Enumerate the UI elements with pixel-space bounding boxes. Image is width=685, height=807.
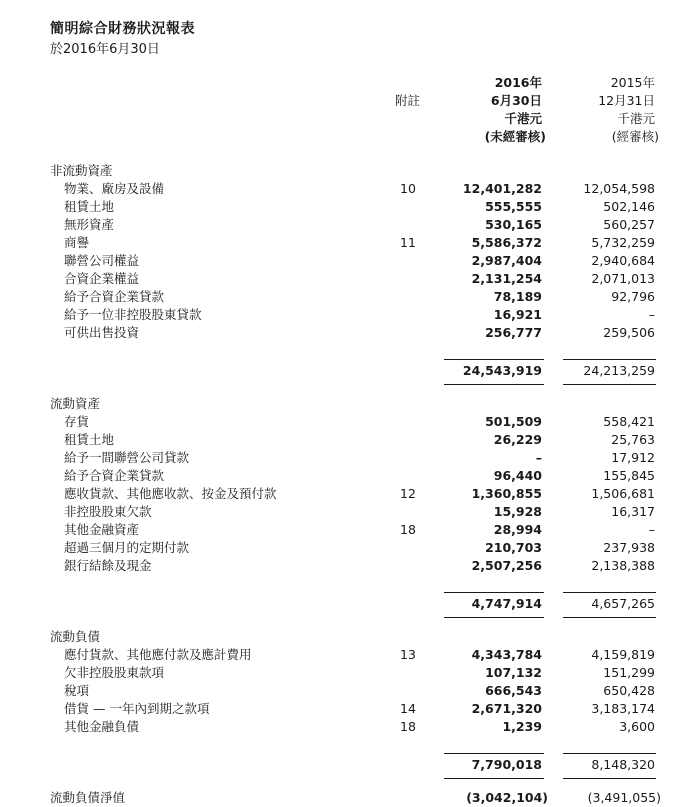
row-label: 其他金融負債 [64,719,140,734]
row-value-2016: – [535,450,542,465]
row-value-2016: 96,440 [493,468,542,483]
table-row [0,216,685,234]
net-current-value-2015: (3,491,055) [587,790,661,805]
row-value-2016: 501,509 [485,414,542,429]
row-label: 其他金融資產 [64,522,140,537]
net-current-label: 流動負債淨值 [50,790,126,805]
previous-column-header-line: 千港元 [617,111,655,126]
table-row [0,718,685,736]
table-row [0,503,685,521]
row-value-2015: 151,299 [603,665,655,680]
previous-column-header-line: 12月31日 [598,93,655,108]
row-label: 給予合資企業貸款 [64,468,165,483]
row-value-2015: 5,732,259 [591,235,655,250]
row-label: 租賃土地 [64,199,115,214]
table-row [0,180,685,198]
net-current-value-2016: (3,042,104) [466,790,548,805]
row-value-2016: 210,703 [485,540,542,555]
table-row [0,234,685,252]
section-heading [0,395,685,413]
row-value-2015: 16,317 [611,504,655,519]
page-title: 簡明綜合財務狀況報表 [50,21,195,37]
row-value-2015: 237,938 [603,540,655,555]
net-current-row [0,789,685,807]
table-row [0,521,685,539]
total-rule-top [563,753,656,754]
row-value-2016: 1,360,855 [471,486,542,501]
total-value-2015: 24,213,259 [583,363,655,378]
table-row [0,700,685,718]
table-row [0,306,685,324]
row-value-2015: 17,912 [611,450,655,465]
row-value-2016: 5,586,372 [471,235,542,250]
current-column-header-line: 千港元 [504,111,542,126]
row-value-2015: 2,940,684 [591,253,655,268]
row-label: 非控股股東欠款 [64,504,152,519]
total-value-2015: 4,657,265 [591,596,655,611]
current-column-header-line: 6月30日 [490,93,542,108]
table-row [0,485,685,503]
row-value-2015: 259,506 [603,325,655,340]
row-value-2016: 555,555 [485,199,542,214]
row-note: 18 [400,522,416,537]
total-rule-bottom [563,617,656,618]
table-row [0,682,685,700]
row-label: 銀行結餘及現金 [64,558,152,573]
row-value-2016: 78,189 [493,289,542,304]
row-value-2015: – [648,307,655,322]
section-heading-label: 非流動資產 [50,163,113,178]
row-label: 租賃土地 [64,432,115,447]
row-value-2016: 28,994 [493,522,542,537]
row-value-2015: 3,600 [619,719,655,734]
row-label: 無形資產 [64,217,115,232]
total-value-2016: 24,543,919 [462,363,542,378]
row-label: 借貨 — 一年內到期之款項 [64,701,210,716]
section-heading [0,628,685,646]
table-row [0,288,685,306]
row-label: 稅項 [64,683,90,698]
row-label: 欠非控股股東款項 [64,665,165,680]
row-label: 物業、廠房及設備 [64,181,165,196]
row-value-2016: 16,921 [493,307,542,322]
row-value-2015: 2,071,013 [591,271,655,286]
row-value-2016: 107,132 [485,665,542,680]
row-value-2015: 650,428 [603,683,655,698]
table-row [0,664,685,682]
total-rule-top [444,592,544,593]
row-value-2016: 256,777 [485,325,542,340]
table-row [0,413,685,431]
row-value-2016: 2,131,254 [471,271,542,286]
total-rule-top [563,592,656,593]
row-label: 可供出售投資 [64,325,140,340]
table-row [0,557,685,575]
total-row [0,756,685,774]
total-row [0,595,685,613]
row-value-2015: 3,183,174 [591,701,655,716]
total-row [0,362,685,380]
row-label: 應付貨款、其他應付款及應計費用 [64,647,252,662]
table-row [0,467,685,485]
section-heading [0,162,685,180]
row-note: 11 [400,235,416,250]
row-note: 14 [400,701,416,716]
row-value-2016: 12,401,282 [462,181,542,196]
row-note: 10 [400,181,416,196]
table-row [0,431,685,449]
current-column-header-line: (未經審核) [484,129,546,144]
row-label: 存貨 [64,414,90,429]
total-rule-top [563,359,656,360]
row-label: 商譽 [64,235,90,250]
table-row [0,449,685,467]
total-rule-bottom [444,778,544,779]
row-value-2016: 2,987,404 [471,253,542,268]
total-value-2015: 8,148,320 [591,757,655,772]
page-subtitle: 於2016年6月30日 [50,42,160,57]
total-rule-bottom [444,384,544,385]
row-value-2016: 1,239 [502,719,542,734]
row-value-2016: 4,343,784 [471,647,542,662]
row-value-2015: 502,146 [603,199,655,214]
table-row [0,270,685,288]
row-value-2015: 2,138,388 [591,558,655,573]
table-row [0,198,685,216]
row-label: 應收貨款、其他應收款、按金及預付款 [64,486,277,501]
table-row [0,324,685,342]
previous-column-header-line: 2015年 [610,75,655,90]
row-label: 聯營公司權益 [64,253,140,268]
row-value-2015: 558,421 [603,414,655,429]
total-rule-top [444,753,544,754]
current-column-header-line: 2016年 [494,75,542,90]
row-value-2016: 26,229 [493,432,542,447]
note-column-header: 附註 [395,93,421,108]
section-heading-label: 流動資產 [50,396,101,411]
row-value-2016: 530,165 [485,217,542,232]
table-row [0,539,685,557]
row-value-2015: 155,845 [603,468,655,483]
row-value-2015: 12,054,598 [583,181,655,196]
row-value-2016: 666,543 [485,683,542,698]
total-rule-bottom [563,384,656,385]
row-label: 合資企業權益 [64,271,140,286]
section-heading-label: 流動負債 [50,629,101,644]
row-label: 給予合資企業貸款 [64,289,165,304]
row-label: 給予一間聯營公司貸款 [64,450,190,465]
row-label: 給予一位非控股股東貸款 [64,307,202,322]
total-rule-top [444,359,544,360]
row-note: 12 [400,486,416,501]
row-note: 13 [400,647,416,662]
row-value-2015: 1,506,681 [591,486,655,501]
total-value-2016: 7,790,018 [471,757,542,772]
row-value-2015: 4,159,819 [591,647,655,662]
row-label: 超過三個月的定期付款 [64,540,190,555]
table-row [0,252,685,270]
row-value-2015: – [648,522,655,537]
row-value-2015: 560,257 [603,217,655,232]
total-rule-bottom [444,617,544,618]
row-value-2015: 25,763 [611,432,655,447]
previous-column-header-line: (經審核) [611,129,659,144]
row-value-2016: 2,671,320 [471,701,542,716]
row-note: 18 [400,719,416,734]
total-value-2016: 4,747,914 [471,596,542,611]
total-rule-bottom [563,778,656,779]
row-value-2015: 92,796 [611,289,655,304]
table-row [0,646,685,664]
row-value-2016: 15,928 [493,504,542,519]
row-value-2016: 2,507,256 [471,558,542,573]
